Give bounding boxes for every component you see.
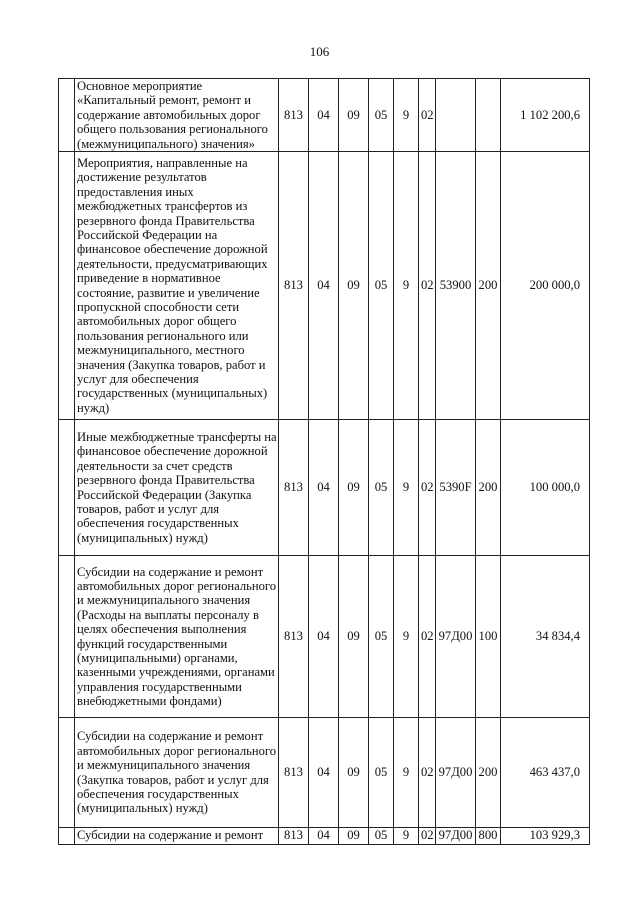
expense-name: Иные межбюджетные трансферты на финансовое обеспечение дорожной деятельности за счет средств резервного фонда Правительства Российской Федерации (Закупка товаров, работ и услуг для обеспечения государственных (муниципальных) нужд) xyxy=(75,420,279,556)
expense-type-code xyxy=(476,79,501,152)
event-code: 02 xyxy=(419,718,436,828)
section-code: 04 xyxy=(309,79,339,152)
program-code: 05 xyxy=(369,79,394,152)
expense-name: Субсидии на содержание и ремонт xyxy=(75,828,279,845)
amount: 200 000,0 xyxy=(501,152,590,420)
table-row xyxy=(59,420,590,556)
program-code: 05 xyxy=(369,556,394,718)
target-code: 97Д00 xyxy=(436,718,476,828)
subprogram-code: 9 xyxy=(394,79,419,152)
subprogram-code: 9 xyxy=(394,420,419,556)
event-code: 02 xyxy=(419,79,436,152)
event-code: 02 xyxy=(419,556,436,718)
subsection-code: 09 xyxy=(339,420,369,556)
expense-name: Основное мероприятие «Капитальный ремонт, ремонт и содержание автомобильных дорог общего пользования регионального (межмуниципального) значения» xyxy=(75,79,279,152)
program-code: 05 xyxy=(369,420,394,556)
ministry-code: 813 xyxy=(279,420,309,556)
expense-type-code: 200 xyxy=(476,718,501,828)
target-code: 97Д00 xyxy=(436,828,476,845)
subprogram-code: 9 xyxy=(394,556,419,718)
subsection-code: 09 xyxy=(339,79,369,152)
page-number: 106 xyxy=(309,44,330,59)
amount: 34 834,4 xyxy=(501,556,590,718)
row-marker-cell xyxy=(59,718,75,828)
row-marker-cell xyxy=(59,556,75,718)
table-row xyxy=(59,556,590,718)
table-row xyxy=(59,79,590,152)
row-marker-cell xyxy=(59,152,75,420)
expense-type-code: 800 xyxy=(476,828,501,845)
expense-type-code: 200 xyxy=(476,420,501,556)
ministry-code: 813 xyxy=(279,718,309,828)
expense-name: Субсидии на содержание и ремонт автомобильных дорог регионального и межмуниципального значения (Закупка товаров, работ и услуг для обеспечения государственных (муниципальных) нужд) xyxy=(75,718,279,828)
table-row xyxy=(59,718,590,828)
event-code: 02 xyxy=(419,420,436,556)
subsection-code: 09 xyxy=(339,556,369,718)
event-code: 02 xyxy=(419,152,436,420)
subprogram-code: 9 xyxy=(394,828,419,845)
program-code: 05 xyxy=(369,718,394,828)
expense-name: Субсидии на содержание и ремонт автомобильных дорог регионального и межмуниципального значения (Расходы на выплаты персоналу в целях обеспечения выполнения функций государственными (муниципальными) органами, казенными учреждениями, органами управления государственными внебюджетными фондами) xyxy=(75,556,279,718)
subsection-code: 09 xyxy=(339,718,369,828)
expense-type-code: 100 xyxy=(476,556,501,718)
amount: 100 000,0 xyxy=(501,420,590,556)
amount: 103 929,3 xyxy=(501,828,590,845)
target-code xyxy=(436,79,476,152)
target-code: 53900 xyxy=(436,152,476,420)
expense-type-code: 200 xyxy=(476,152,501,420)
section-code: 04 xyxy=(309,828,339,845)
table-row xyxy=(59,152,590,420)
subprogram-code: 9 xyxy=(394,718,419,828)
expense-name: Мероприятия, направленные на достижение результатов предоставления иных межбюджетных трансфертов из резервного фонда Правительства Российской Федерации на финансовое обеспечение дорожной деятельности, предусматривающих приведение в нормативное состояние, развитие и увеличение пропускной способности сети автомобильных дорог общего пользования регионального или межмуниципального, местного значения (Закупка товаров, работ и услуг для обеспечения государственных (муниципальных) нужд) xyxy=(75,152,279,420)
subsection-code: 09 xyxy=(339,152,369,420)
amount: 463 437,0 xyxy=(501,718,590,828)
row-marker-cell xyxy=(59,828,75,845)
row-marker-cell xyxy=(59,79,75,152)
ministry-code: 813 xyxy=(279,152,309,420)
amount: 1 102 200,6 xyxy=(501,79,590,152)
subprogram-code: 9 xyxy=(394,152,419,420)
row-marker-cell xyxy=(59,420,75,556)
subsection-code: 09 xyxy=(339,828,369,845)
budget-table xyxy=(58,78,590,845)
table-row xyxy=(59,828,590,845)
section-code: 04 xyxy=(309,152,339,420)
target-code: 5390F xyxy=(436,420,476,556)
ministry-code: 813 xyxy=(279,79,309,152)
program-code: 05 xyxy=(369,828,394,845)
target-code: 97Д00 xyxy=(436,556,476,718)
program-code: 05 xyxy=(369,152,394,420)
section-code: 04 xyxy=(309,420,339,556)
ministry-code: 813 xyxy=(279,556,309,718)
event-code: 02 xyxy=(419,828,436,845)
section-code: 04 xyxy=(309,556,339,718)
ministry-code: 813 xyxy=(279,828,309,845)
section-code: 04 xyxy=(309,718,339,828)
